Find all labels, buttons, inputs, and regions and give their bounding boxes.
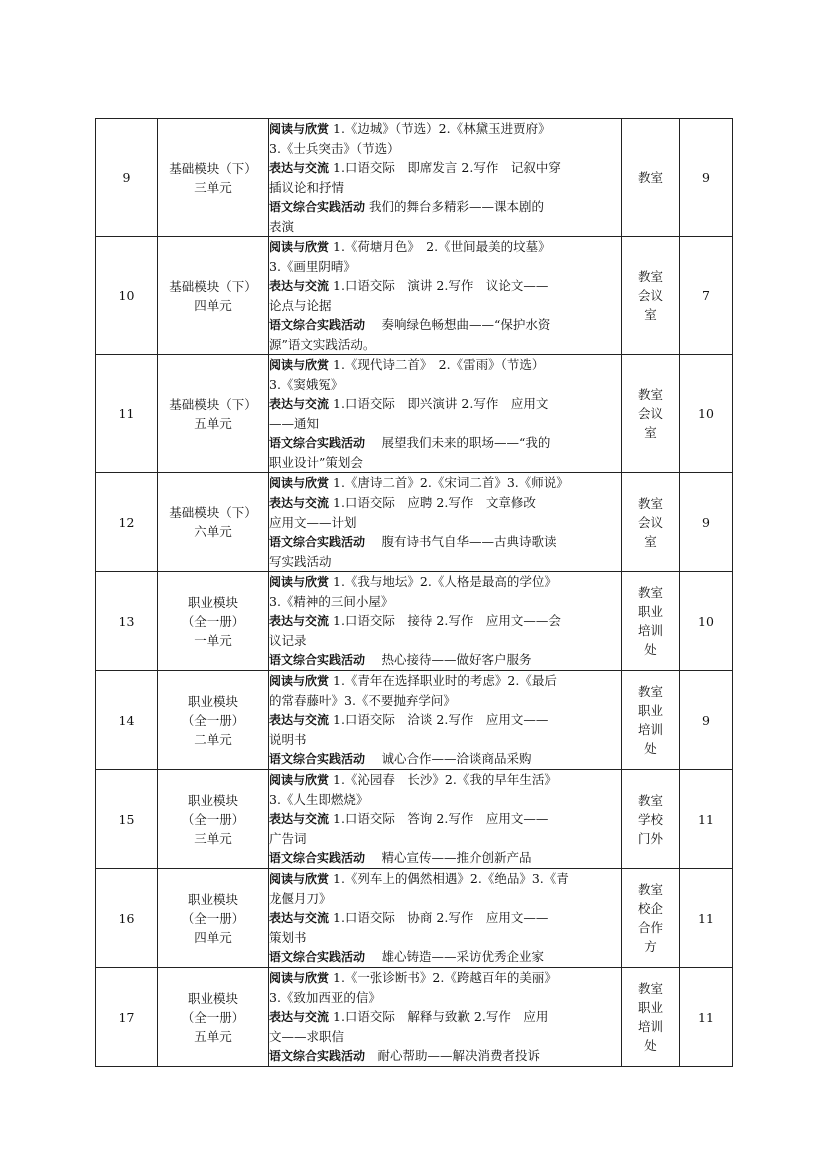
table-row <box>96 473 733 572</box>
venue: 教室 职业 培训 处 <box>622 671 680 770</box>
hours: 11 <box>680 968 733 1067</box>
unit-content: 阅读与欣赏 1.《我与地坛》2.《人格是最高的学位》 3.《精神的三间小屋》 表达与交流 1.口语交际 接待 2.写作 应用文——会 议记录 语文综合实践活动 热心接待——做好客户服务 <box>269 572 622 671</box>
row-number: 16 <box>96 869 158 968</box>
table-row <box>96 671 733 770</box>
practice-label: 语文综合实践活动 <box>269 200 366 214</box>
hours: 11 <box>680 869 733 968</box>
row-number: 13 <box>96 572 158 671</box>
table-row <box>96 119 733 237</box>
row-number: 9 <box>96 119 158 237</box>
hours: 9 <box>680 119 733 237</box>
practice-label: 语文综合实践活动 <box>269 851 366 865</box>
venue: 教室 学校 门外 <box>622 770 680 869</box>
module-unit: 职业模块 （全一册） 四单元 <box>158 869 269 968</box>
course-schedule-table <box>95 118 733 1067</box>
expression-label: 表达与交流 <box>269 279 330 293</box>
expression-label: 表达与交流 <box>269 1010 330 1024</box>
expression-label: 表达与交流 <box>269 614 330 628</box>
venue: 教室 会议 室 <box>622 473 680 572</box>
expression-label: 表达与交流 <box>269 496 330 510</box>
venue: 教室 <box>622 119 680 237</box>
module-unit: 职业模块 （全一册） 二单元 <box>158 671 269 770</box>
row-number: 17 <box>96 968 158 1067</box>
module-unit: 职业模块 （全一册） 一单元 <box>158 572 269 671</box>
reading-label: 阅读与欣赏 <box>269 872 330 886</box>
module-unit: 基础模块（下） 六单元 <box>158 473 269 572</box>
unit-content: 阅读与欣赏 1.《沁园春 长沙》2.《我的早年生活》 3.《人生即燃烧》 表达与交流 1.口语交际 答询 2.写作 应用文—— 广告词 语文综合实践活动 精心宣传——推介创新产品 <box>269 770 622 869</box>
module-unit: 基础模块（下） 五单元 <box>158 355 269 473</box>
unit-content: 阅读与欣赏 1.《现代诗二首》 2.《雷雨》（节选） 3.《窦娥冤》 表达与交流 1.口语交际 即兴演讲 2.写作 应用文 ——通知 语文综合实践活动 展望我们未来的职场——“我的 职业设计”策划会 <box>269 355 622 473</box>
reading-label: 阅读与欣赏 <box>269 575 330 589</box>
practice-label: 语文综合实践活动 <box>269 752 366 766</box>
expression-label: 表达与交流 <box>269 713 330 727</box>
unit-content: 阅读与欣赏 1.《荷塘月色》 2.《世间最美的坟墓》 3.《画里阴晴》 表达与交流 1.口语交际 演讲 2.写作 议论文—— 论点与论据 语文综合实践活动 奏响绿色畅想曲——“保护水资 源”语文实践活动。 <box>269 237 622 355</box>
row-number: 14 <box>96 671 158 770</box>
hours: 11 <box>680 770 733 869</box>
unit-content: 阅读与欣赏 1.《边城》（节选）2.《林黛玉进贾府》 3.《士兵突击》（节选） 表达与交流 1.口语交际 即席发言 2.写作 记叙中穿 插议论和抒情 语文综合实践活动 我们的舞台多精彩——课本剧的 表演 <box>269 119 622 237</box>
expression-label: 表达与交流 <box>269 911 330 925</box>
table-row <box>96 770 733 869</box>
module-unit: 职业模块 （全一册） 三单元 <box>158 770 269 869</box>
venue: 教室 职业 培训 处 <box>622 968 680 1067</box>
row-number: 15 <box>96 770 158 869</box>
reading-label: 阅读与欣赏 <box>269 773 330 787</box>
hours: 10 <box>680 572 733 671</box>
practice-label: 语文综合实践活动 <box>269 1049 366 1063</box>
practice-label: 语文综合实践活动 <box>269 950 366 964</box>
unit-content: 阅读与欣赏 1.《唐诗二首》2.《宋词二首》3.《师说》 表达与交流 1.口语交际 应聘 2.写作 文章修改 应用文——计划 语文综合实践活动 腹有诗书气自华——古典诗歌读 写实践活动 <box>269 473 622 572</box>
unit-content: 阅读与欣赏 1.《青年在选择职业时的考虑》2.《最后 的常春藤叶》3.《不要抛弃学问》 表达与交流 1.口语交际 洽谈 2.写作 应用文—— 说明书 语文综合实践活动 诚心合作——洽谈商品采购 <box>269 671 622 770</box>
row-number: 12 <box>96 473 158 572</box>
table-row <box>96 355 733 473</box>
module-unit: 基础模块（下） 四单元 <box>158 237 269 355</box>
module-unit: 基础模块（下） 三单元 <box>158 119 269 237</box>
practice-label: 语文综合实践活动 <box>269 653 366 667</box>
venue: 教室 职业 培训 处 <box>622 572 680 671</box>
table-row <box>96 968 733 1067</box>
hours: 10 <box>680 355 733 473</box>
expression-label: 表达与交流 <box>269 161 330 175</box>
reading-label: 阅读与欣赏 <box>269 240 330 254</box>
table-row <box>96 869 733 968</box>
venue: 教室 校企 合作 方 <box>622 869 680 968</box>
unit-content: 阅读与欣赏 1.《列车上的偶然相遇》2.《绝品》3.《青 龙偃月刀》 表达与交流 1.口语交际 协商 2.写作 应用文—— 策划书 语文综合实践活动 雄心铸造——采访优秀企业家 <box>269 869 622 968</box>
venue: 教室 会议 室 <box>622 355 680 473</box>
row-number: 10 <box>96 237 158 355</box>
module-unit: 职业模块 （全一册） 五单元 <box>158 968 269 1067</box>
table-row <box>96 572 733 671</box>
reading-label: 阅读与欣赏 <box>269 358 330 372</box>
hours: 9 <box>680 473 733 572</box>
reading-label: 阅读与欣赏 <box>269 122 330 136</box>
reading-label: 阅读与欣赏 <box>269 674 330 688</box>
reading-label: 阅读与欣赏 <box>269 971 330 985</box>
expression-label: 表达与交流 <box>269 397 330 411</box>
practice-label: 语文综合实践活动 <box>269 318 366 332</box>
schedule-body <box>96 119 733 1067</box>
hours: 9 <box>680 671 733 770</box>
practice-label: 语文综合实践活动 <box>269 436 366 450</box>
hours: 7 <box>680 237 733 355</box>
practice-label: 语文综合实践活动 <box>269 535 366 549</box>
row-number: 11 <box>96 355 158 473</box>
reading-label: 阅读与欣赏 <box>269 476 330 490</box>
unit-content: 阅读与欣赏 1.《一张诊断书》2.《跨越百年的美丽》 3.《致加西亚的信》 表达与交流 1.口语交际 解释与致歉 2.写作 应用 文——求职信 语文综合实践活动 耐心帮助——解决消费者投诉 <box>269 968 622 1067</box>
venue: 教室 会议 室 <box>622 237 680 355</box>
expression-label: 表达与交流 <box>269 812 330 826</box>
table-row <box>96 237 733 355</box>
